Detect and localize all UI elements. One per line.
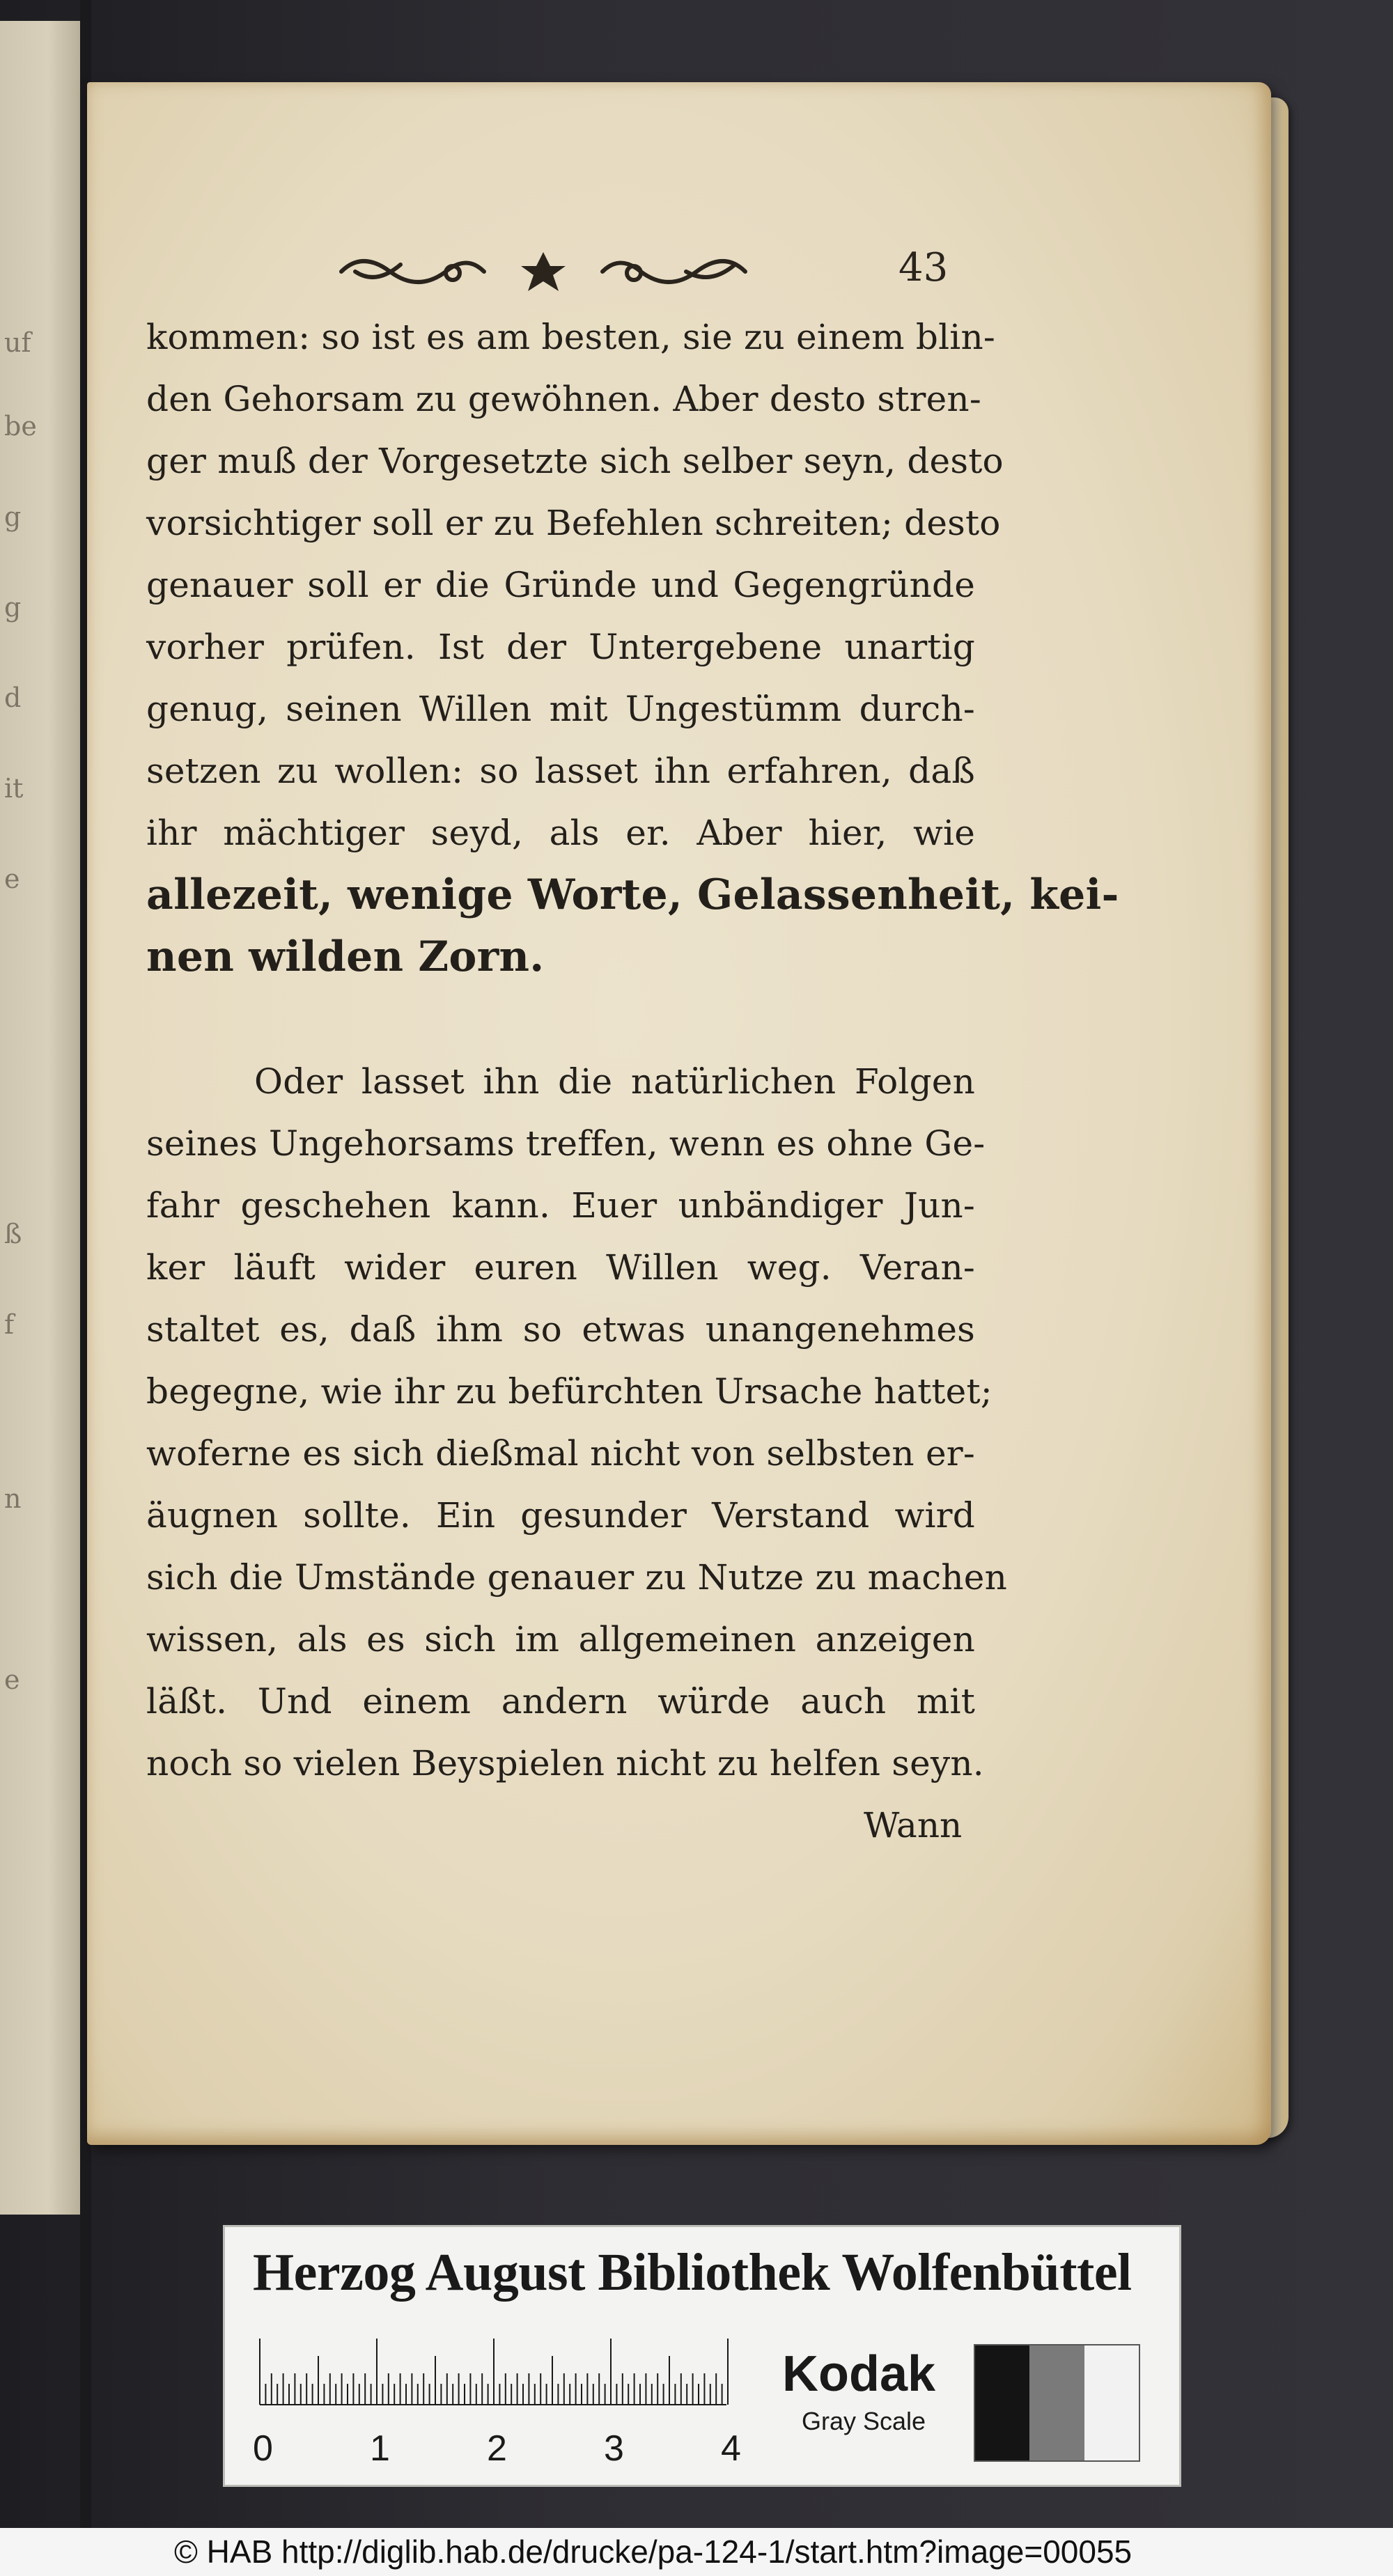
grayscale-label: Gray Scale <box>802 2407 926 2435</box>
text-line: ger muß der Vorgesetzte sich selber seyn, desto <box>146 441 1004 481</box>
text-line: woferne es sich dießmal nicht von selbsten er- <box>146 1433 975 1474</box>
library-name: Herzog August Bibliothek Wolfenbüttel <box>253 2243 1132 2302</box>
swatch-black <box>975 2345 1029 2460</box>
text-line: ihr mächtiger seyd, als er. Aber hier, wie <box>146 813 975 853</box>
swatch-white <box>1084 2345 1139 2460</box>
ruler-label: 4 <box>721 2428 741 2469</box>
ruler-label: 0 <box>253 2428 273 2469</box>
text-line: genauer soll er die Gründe und Gegengründe <box>146 565 975 605</box>
previous-page-edge: uf be g g d it e ß f n e <box>0 21 82 2215</box>
header-ornament <box>334 244 752 299</box>
swatch-gray <box>1029 2345 1084 2460</box>
text-line: läßt. Und einem andern würde auch mit <box>146 1681 975 1722</box>
text-line: setzen zu wollen: so lasset ihn erfahren, daß <box>146 751 975 791</box>
kodak-logo: Kodak <box>782 2346 936 2402</box>
text-line: kommen: so ist es am besten, sie zu einem blin- <box>146 317 995 357</box>
text-line: Oder lasset ihn die natürlichen Folgen <box>254 1061 975 1102</box>
text-line: sich die Umstände genauer zu Nutze zu machen <box>146 1557 1007 1598</box>
paragraph-break <box>146 988 975 1051</box>
text-line: ker läuft wider euren Willen weg. Veran- <box>146 1247 975 1288</box>
text-line: vorher prüfen. Ist der Untergebene unartig <box>146 627 975 667</box>
ruler-label: 3 <box>604 2428 624 2469</box>
body-text <box>146 306 1119 1795</box>
color-calibration-card <box>223 2225 1181 2487</box>
text-line: den Gehorsam zu gewöhnen. Aber desto stren- <box>146 379 981 419</box>
text-line-emphasis: allezeit, wenige Worte, Gelassenheit, kei- <box>146 871 1119 919</box>
text-line: noch so vielen Beyspielen nicht zu helfen seyn. <box>146 1743 984 1783</box>
text-line: äugnen sollte. Ein gesunder Verstand wird <box>146 1495 975 1536</box>
ruler-label: 1 <box>370 2428 390 2469</box>
text-line: staltet es, daß ihm so etwas unangenehmes <box>146 1309 975 1350</box>
text-line: begegne, wie ihr zu befürchten Ursache hattet; <box>146 1371 993 1412</box>
catchword: Wann <box>864 1805 963 1845</box>
text-line: vorsichtiger soll er zu Befehlen schreiten; desto <box>146 503 1001 543</box>
text-line: seines Ungehorsams treffen, wenn es ohne Ge- <box>146 1123 986 1164</box>
text-line: fahr geschehen kann. Euer unbändiger Jun- <box>146 1185 975 1226</box>
text-line: wissen, als es sich im allgemeinen anzeigen <box>146 1619 975 1660</box>
text-line-emphasis: nen wilden Zorn. <box>146 932 545 981</box>
page-number: 43 <box>898 245 949 290</box>
ruler-label: 2 <box>487 2428 507 2469</box>
gray-scale-swatches <box>974 2344 1140 2462</box>
copyright-url: © HAB http://diglib.hab.de/drucke/pa-124-1/start.htm?image=00055 <box>174 2534 1133 2570</box>
text-line: genug, seinen Willen mit Ungestümm durch- <box>146 689 975 729</box>
